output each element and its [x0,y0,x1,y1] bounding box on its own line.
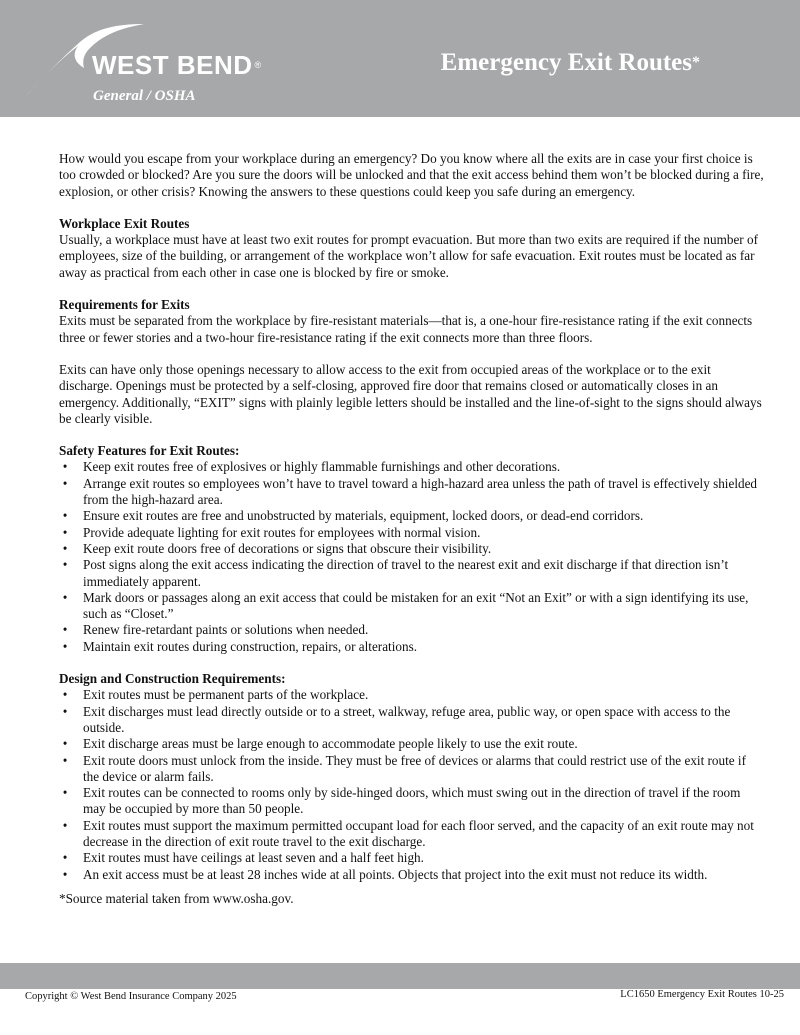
list-item: • Provide adequate lighting for exit routes for employees with normal vision. [59,525,765,541]
bullet-icon: • [62,850,68,866]
list-item: • An exit access must be at least 28 inches wide at all points. Objects that project into the exit must not reduce its width. [59,867,765,883]
bullet-icon: • [62,752,68,768]
document-body [59,151,765,907]
bullet-icon: • [62,638,68,654]
list-item: • Keep exit routes free of explosives or highly flammable furnishings and other decorations. [59,459,765,475]
requirements-paragraph-1: Exits must be separated from the workplace by fire-resistant materials—that is, a one-hour fire-resistance rating if the exit connects three or fewer stories and a two-hour fire-resistance rating if the exit connects more than three floors. [59,313,753,345]
source-note: *Source material taken from www.osha.gov. [59,890,294,906]
brand-subtitle: General / OSHA [93,88,196,104]
list-item: • Exit routes can be connected to rooms only by side-hinged doors, which must swing out in the direction of travel if the room may be occupied by more than 50 people. [59,785,765,818]
design-construction-list [59,687,765,883]
bullet-icon: • [62,459,68,475]
bullet-icon: • [62,785,68,801]
workplace-exit-routes-text: Usually, a workplace must have at least two exit routes for prompt evacuation. But more than two exits are required if the number of employees, size of the building, or arrangement of the workplace won’t allow for safe evacuation. Exit routes must be located as far away as practical from each other in case one is blocked by fire or smoke. [59,232,758,280]
bullet-icon: • [62,703,68,719]
list-item: • Exit routes must support the maximum permitted occupant load for each floor served, and the capacity of an exit route may not decrease in the direction of exit route travel to the exit discharge. [59,818,765,851]
bullet-icon: • [62,557,68,573]
list-item: • Renew fire-retardant paints or solutions when needed. [59,622,765,638]
list-item: • Maintain exit routes during construction, repairs, or alterations. [59,639,765,655]
requirements-paragraph-2: Exits can have only those openings necessary to allow access to the exit from occupied areas of the workplace or to the exit discharge. Openings must be protected by a self-closing, approved fire door that remains closed or automatically closes in an emergency. Additionally, “EXIT” signs with plainly legible letters should be installed and the line-of-sight to the signs should always be clearly visible. [59,361,762,426]
list-item: • Exit discharges must lead directly outside or to a street, walkway, refuge area, public way, or open space with access to the outside. [59,704,765,737]
bullet-icon: • [62,475,68,491]
copyright-text: Copyright © West Bend Insurance Company 2025 [25,991,237,1002]
document-number: LC1650 Emergency Exit Routes 10-25 [620,989,784,1000]
list-item: • Mark doors or passages along an exit access that could be mistaken for an exit “Not an Exit” or with a sign identifying its use, such as “Closet.” [59,590,765,623]
workplace-exit-routes-heading: Workplace Exit Routes [59,215,190,231]
safety-features-heading: Safety Features for Exit Routes: [59,443,240,459]
bullet-icon: • [62,687,68,703]
list-item: • Exit discharge areas must be large enough to accommodate people likely to use the exit route. [59,736,765,752]
design-construction-heading: Design and Construction Requirements: [59,671,286,687]
list-item: • Keep exit route doors free of decorations or signs that obscure their visibility. [59,541,765,557]
list-item: • Exit routes must be permanent parts of the workplace. [59,687,765,703]
page-header [0,0,800,117]
list-item: • Ensure exit routes are free and unobstructed by materials, equipment, locked doors, or dead-end corridors. [59,508,765,524]
requirements-heading: Requirements for Exits [59,297,190,313]
footer-bar [0,963,800,989]
bullet-icon: • [62,589,68,605]
list-item: • Exit routes must have ceilings at least seven and a half feet high. [59,850,765,866]
brand-logo-text: WEST BEND ® [92,50,262,80]
safety-features-list [59,459,765,655]
list-item: • Arrange exit routes so employees won’t have to travel toward a high-hazard area unless the path of travel is effectively shielded from the high-hazard area. [59,476,765,509]
list-item: • Post signs along the exit access indicating the direction of travel to the nearest exit and exit discharge if that direction isn’t immediately apparent. [59,557,765,590]
document-title: Emergency Exit Routes* [440,49,700,76]
bullet-icon: • [62,524,68,540]
bullet-icon: • [62,866,68,882]
intro-paragraph: How would you escape from your workplace during an emergency? Do you know where all the exits are in case your first choice is too crowded or blocked? Are you sure the doors will be unlocked and that the exit access behind them won’t be blocked during a fire, explosion, or other crisis? Knowing the answers to these questions could keep you safe during an emergency. [59,151,764,199]
bullet-icon: • [62,736,68,752]
bullet-icon: • [62,508,68,524]
bullet-icon: • [62,622,68,638]
list-item: • Exit route doors must unlock from the inside. They must be free of devices or alarms that could restrict use of the exit route if the device or alarm fails. [59,753,765,786]
bullet-icon: • [62,817,68,833]
bullet-icon: • [62,540,68,556]
